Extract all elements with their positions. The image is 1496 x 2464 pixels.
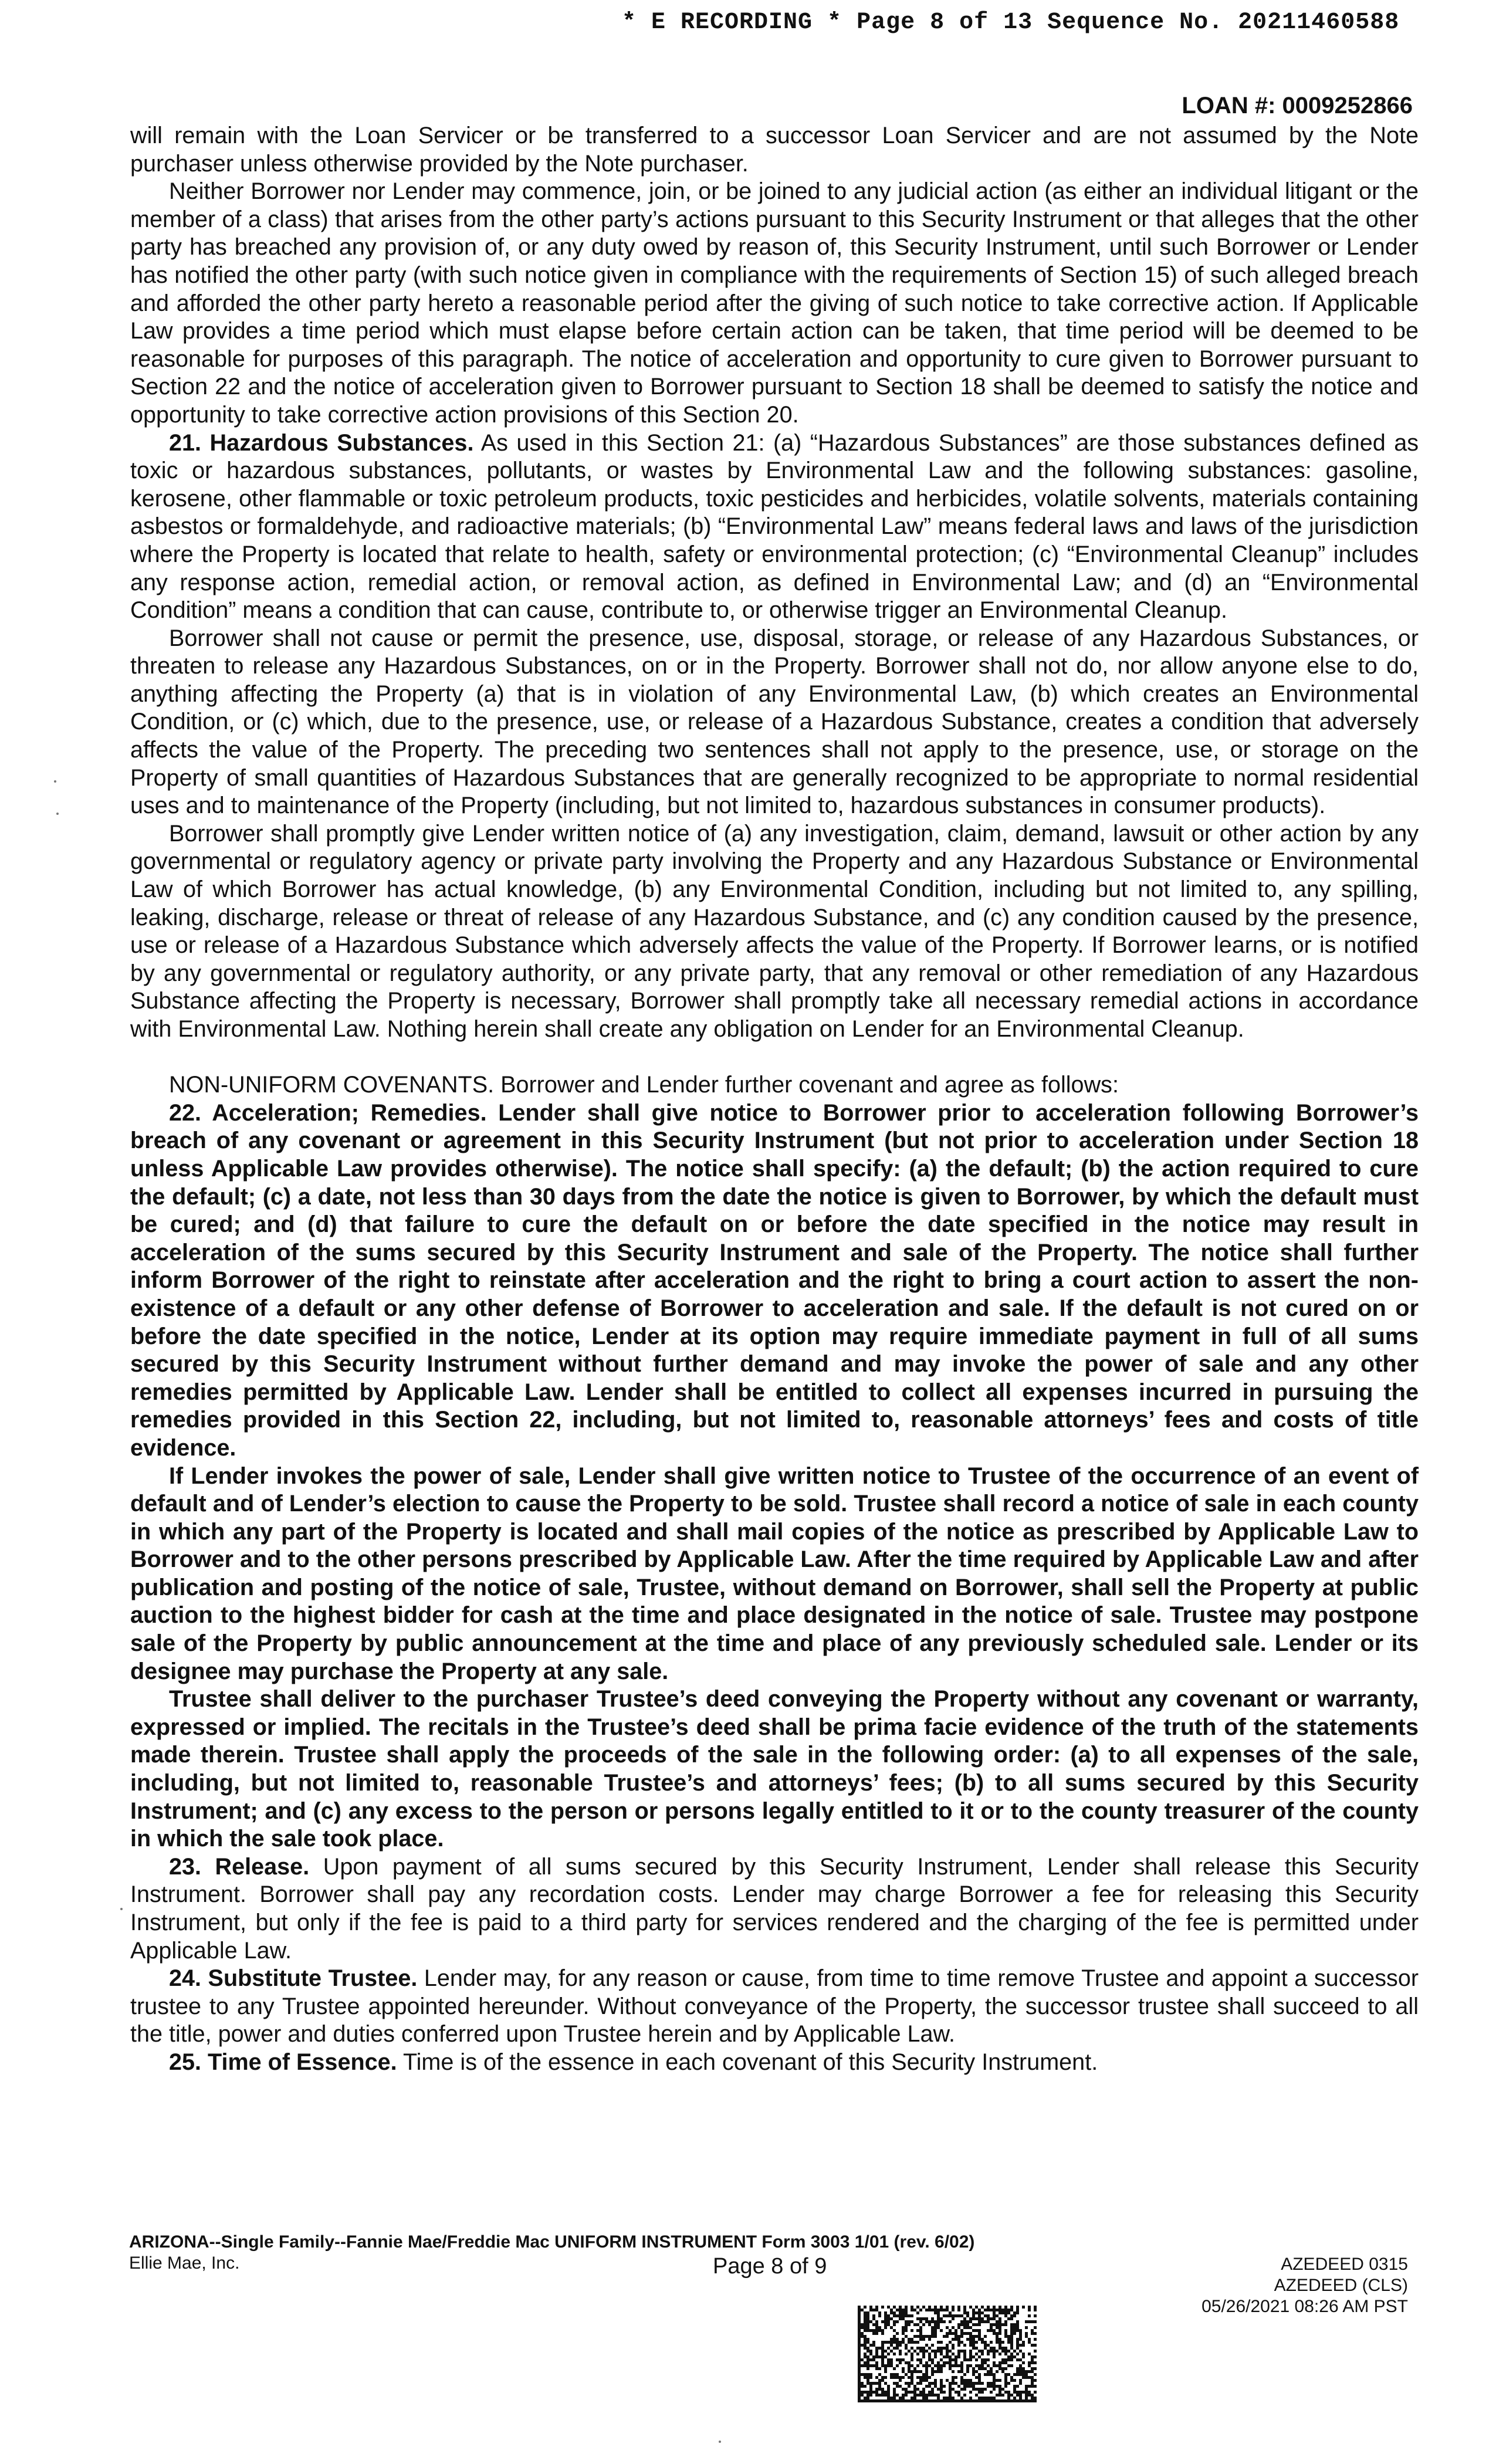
paragraph-continuation: will remain with the Loan Servicer or be transferred to a successor Loan Servicer and are not assumed by the Note purchaser unless otherwise provided by the Note purchaser. [130,123,1419,177]
section-21-paragraph [130,429,1419,625]
barcode-2d [858,2306,1037,2402]
section-21-heading: 21. Hazardous Substances. [169,429,474,456]
footer-codes [1201,2254,1408,2317]
paragraph-trustee-deed: Trustee shall deliver to the purchaser Trustee’s deed conveying the Property without any covenant or warranty, expressed or implied. The recitals in the Trustee’s deed shall be prima facie evidence of the truth of the statements made therein. Trustee shall apply the proceeds of the sale in the following order: (a) to all expenses of the sale, including, but not limited to, reasonable Trustee’s and attorneys’ fees; (b) to all sums secured by this Security Instrument; and (c) any excess to the person or persons legally entitled to it or to the county treasurer of the county in which the sale took place. [130,1686,1419,1852]
section-21-text: As used in this Section 21: (a) “Hazardous Substances” are those substances defined as toxic or hazardous substances, pollutants, or wastes by Environmental Law and the following substances: gasoline, kerosene, other flammable or toxic petroleum products, toxic pesticides and herbicides, volatile solvents, materials containing asbestos or formaldehyde, and radioactive materials; (b) “Environmental Law” means federal laws and laws of the jurisdiction where the Property is located that relate to health, safety or environmental protection; (c) “Environmental Cleanup” includes any response action, remedial action, or removal action, as defined in Environmental Law; and (d) an “Environmental Condition” means a condition that can cause, contribute to, or otherwise trigger an Environmental Cleanup. [130,429,1419,624]
loan-number: LOAN #: 0009252866 [1182,93,1413,119]
paragraph-hazardous-notice: Borrower shall promptly give Lender written notice of (a) any investigation, claim, demand, lawsuit or other action by any governmental or regulatory agency or private party involving the Property and any Hazardous Substance or Environmental Law of which Borrower has actual knowledge, (b) any Environmental Condition, including but not limited to, any spilling, leaking, discharge, release or threat of release of any Hazardous Substance, and (c) any condition caused by the presence, use or release of a Hazardous Substance which adversely affects the value of the Property. If Borrower learns, or is notified by any governmental or regulatory authority, or any private party, that any removal or other remediation of any Hazardous Substance affecting the Property is necessary, Borrower shall promptly take all necessary remedial actions in accordance with Environmental Law. Nothing herein shall create any obligation on Lender for an Environmental Cleanup. [130,820,1419,1042]
section-23-paragraph [130,1853,1419,1965]
footer-code-1: AZEDEED 0315 [1281,2255,1408,2274]
footer-company: Ellie Mae, Inc. [129,2253,240,2273]
footer-page-number: Page 8 of 9 [713,2254,827,2279]
footer-timestamp: 05/26/2021 08:26 AM PST [1201,2297,1408,2316]
paragraph-hazardous-prohibition: Borrower shall not cause or permit the presence, use, disposal, storage, or release of any Hazardous Substances, or threaten to release any Hazardous Substances, on or in the Property. Borrower shall not do, nor allow anyone else to do, anything affecting the Property (a) that is in violation of any Environmental Law, (b) which creates an Environmental Condition, or (c) which, due to the presence, use, or release of a Hazardous Substance, creates a condition that adversely affects the value of the Property. The preceding two sentences shall not apply to the presence, use, or storage on the Property of small quantities of Hazardous Substances that are generally recognized to be appropriate to normal residential uses and to maintenance of the Property (including, but not limited to, hazardous substances in consumer products). [130,625,1419,819]
scan-speck [719,2441,721,2443]
footer-form-title: ARIZONA--Single Family--Fannie Mae/Freddie Mac UNIFORM INSTRUMENT Form 3003 1/01 (rev. 6/02) [129,2232,975,2252]
section-25-text: Time is of the essence in each covenant of this Security Instrument. [402,2049,1098,2075]
footer-form-info [129,2232,974,2274]
scan-speck [54,780,56,783]
section-22-text: Lender shall give notice to Borrower prior to acceleration following Borrower’s breach of any covenant or agreement in this Security Instrument (but not prior to acceleration under Section 18 unless Applicable Law provides otherwise). The notice shall specify: (a) the default; (b) the action required to cure the default; (c) a date, not less than 30 days from the date the notice is given to Borrower, by which the default must be cured; and (d) that failure to cure the default on or before the date specified in the notice may result in acceleration of the sums secured by this Security Instrument and sale of the Property. The notice shall further inform Borrower of the right to reinstate after acceleration and the right to bring a court action to assert the non-existence of a default or any other defense of Borrower to acceleration and sale. If the default is not cured on or before the date specified in the notice, Lender at its option may require immediate payment in full of all sums secured by this Security Instrument without further demand and may invoke the power of sale and any other remedies permitted by Applicable Law. Lender shall be entitled to collect all expenses incurred in pursuing the remedies provided in this Section 22, including, but not limited to, reasonable attorneys’ fees and costs of title evidence. [130,1099,1419,1461]
non-uniform-covenants-intro: NON-UNIFORM COVENANTS. Borrower and Lender further covenant and agree as follows: [169,1072,1119,1098]
section-23-heading: 23. Release. [169,1853,310,1880]
section-22-paragraph [130,1099,1419,1463]
section-24-text: Lender may, for any reason or cause, from time to time remove Trustee and appoint a successor trustee to any Trustee appointed hereunder. Without conveyance of the Property, the successor trustee shall succeed to all the title, power and duties conferred upon Trustee herein and by Applicable Law. [130,1965,1419,2047]
section-24-heading: 24. Substitute Trustee. [169,1965,418,1992]
paragraph-notice-requirement: Neither Borrower nor Lender may commence, join, or be joined to any judicial action (as either an individual litigant or the member of a class) that arises from the other party’s actions pursuant to this Security Instrument or that alleges that the other party has breached any provision of, or any duty owed by reason of, this Security Instrument, until such Borrower or Lender has notified the other party (with such notice given in compliance with the requirements of Section 15) of such alleged breach and afforded the other party hereto a reasonable period after the giving of such notice to take corrective action. If Applicable Law provides a time period which must elapse before certain action can be taken, that time period will be deemed to be reasonable for purposes of this paragraph. The notice of acceleration and opportunity to cure given to Borrower pursuant to Section 22 and the notice of acceleration given to Borrower pursuant to Section 18 shall be deemed to satisfy the notice and opportunity to take corrective action provisions of this Section 20. [130,178,1419,428]
scan-speck [120,1908,123,1910]
section-22-heading: 22. Acceleration; Remedies. [169,1099,487,1126]
section-24-paragraph [130,1965,1419,2049]
document-body [130,122,1419,2077]
footer-code-2: AZEDEED (CLS) [1274,2276,1408,2295]
paragraph-power-of-sale: If Lender invokes the power of sale, Lender shall give written notice to Trustee of the occurrence of an event of default and of Lender’s election to cause the Property to be sold. Trustee shall record a notice of sale in each county in which any part of the Property is located and shall mail copies of the notice as prescribed by Applicable Law to Borrower and to the other persons prescribed by Applicable Law. After the time required by Applicable Law and after publication and posting of the notice of sale, Trustee, without demand on Borrower, shall sell the Property at public auction to the highest bidder for cash at the time and place designated in the notice of sale. Trustee may postpone sale of the Property by public announcement at the time and place of any previously scheduled sale. Lender or its designee may purchase the Property at any sale. [130,1463,1419,1684]
section-25-paragraph [130,2049,1419,2077]
recording-header: * E RECORDING * Page 8 of 13 Sequence No. 20211460588 [622,9,1400,36]
scan-speck [56,813,59,815]
section-25-heading: 25. Time of Essence. [169,2049,397,2075]
section-23-text: Upon payment of all sums secured by this Security Instrument, Lender shall release this Security Instrument. Borrower shall pay any recordation costs. Lender may charge Borrower a fee for releasing this Security Instrument, but only if the fee is paid to a third party for services rendered and the charging of the fee is permitted under Applicable Law. [130,1853,1419,1964]
